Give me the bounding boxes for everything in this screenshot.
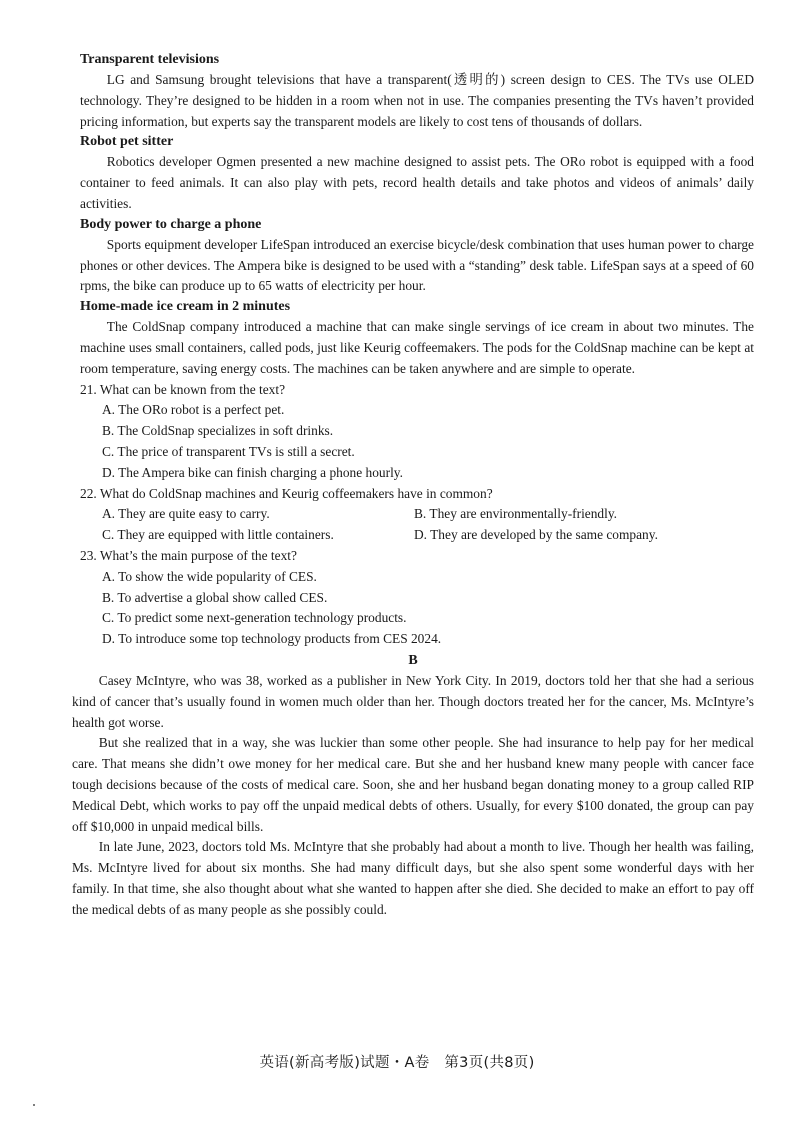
option-a: A. They are quite easy to carry. <box>102 506 270 522</box>
passage-paragraph: Casey McIntyre, who was 38, worked as a publisher in New York City. In 2019, doctors told her that she had a serious kind of cancer that’s usually found in women much older than her. Though doctors treated her for the cancer, Ms. McIntyre’s health got worse. <box>72 672 754 730</box>
passage-paragraph: In late June, 2023, doctors told Ms. McIntyre that she probably had about a month to live. Though her health was failing, Ms. McIntyre lived for about six months. She had many difficult days, but she also spent some wonderful days with her family. In that time, she also thought about what she wanted to happen after she died. She decided to make an effort to pay off the medical debts of as many people as she possibly could. <box>72 839 754 917</box>
question-stem: 21. What can be known from the text? <box>80 381 286 397</box>
question-stem: 23. What’s the main purpose of the text? <box>80 547 297 563</box>
section-b <box>72 651 754 921</box>
passage-paragraph: But she realized that in a way, she was luckier than some other people. She had insurance to help pay for her medical care. That means she didn’t owe money for her medical care. But she and her husband knew many people with cancer face tough decisions because of the costs of medical care. Soon, she and her husband began donating money to a group called RIP Medical Debt, which works to pay off the unpaid medical debts of others. Usually, for every $100 donated, the group can pay off $10,000 in unpaid medical bills. <box>72 735 754 834</box>
page-content <box>72 50 754 920</box>
option-d: D. To introduce some top technology products from CES 2024. <box>102 631 442 647</box>
section-a <box>80 50 754 380</box>
option-d: D. The Ampera bike can finish charging a phone hourly. <box>102 464 403 480</box>
question-21 <box>80 380 754 484</box>
option-b: B. To advertise a global show called CES. <box>102 589 328 605</box>
option-b: B. The ColdSnap specializes in soft drinks. <box>102 423 334 439</box>
option-b: B. They are environmentally-friendly. <box>414 506 618 522</box>
item-heading: Transparent televisions <box>80 52 220 67</box>
option-row <box>80 504 754 525</box>
item-body: Sports equipment developer LifeSpan introduced an exercise bicycle/desk combination that uses human power to charge phones or other devices. The Ampera bike is designed to be used with a “standing” desk table. LifeSpan says at a speed of 60 rpms, the bike can produce up to 65 watts of electricity per hour. <box>80 236 754 294</box>
item-body: Robotics developer Ogmen presented a new machine designed to assist pets. The ORo robot is equipped with a food container to feed animals. It can also play with pets, record health details and take photos and videos of animals’ daily activities. <box>80 154 754 211</box>
section-letter: B <box>408 652 418 668</box>
option-c: C. To predict some next-generation technology products. <box>102 610 407 626</box>
question-22 <box>80 484 754 546</box>
item-heading: Home-made ice cream in 2 minutes <box>80 299 291 315</box>
option-a: A. To show the wide popularity of CES. <box>102 568 317 584</box>
option-row <box>80 525 754 546</box>
item-heading: Robot pet sitter <box>80 134 174 150</box>
item-body: LG and Samsung brought televisions that have a transparent(透明的) screen design to CES. The TVs use OLED technology. They’re designed to be hidden in a room when not in use. The companies presenting the TVs haven’t provided pricing information, but experts say the transparent models are likely to cost tens of thousands of dollars. <box>80 72 754 129</box>
item-heading: Body power to charge a phone <box>80 216 262 232</box>
option-c: C. They are equipped with little containers. <box>102 527 334 543</box>
item-body: The ColdSnap company introduced a machine that can make single servings of ice cream in about two minutes. The machine uses small containers, called pods, just like Keurig coffeemakers. The pods for the ColdSnap machine can be kept at room temperature, saving energy costs. The machines can be taken anywhere and are simple to operate. <box>80 319 754 376</box>
question-stem: 22. What do ColdSnap machines and Keurig coffeemakers have in common? <box>80 485 493 501</box>
option-c: C. The price of transparent TVs is still a secret. <box>102 443 355 459</box>
option-d: D. They are developed by the same company. <box>414 527 658 543</box>
page-footer: 英语(新高考版)试题・A卷 第3页(共8页) <box>259 1055 535 1071</box>
option-a: A. The ORo robot is a perfect pet. <box>102 402 285 418</box>
question-23 <box>80 546 754 650</box>
scan-speck <box>33 1104 35 1106</box>
